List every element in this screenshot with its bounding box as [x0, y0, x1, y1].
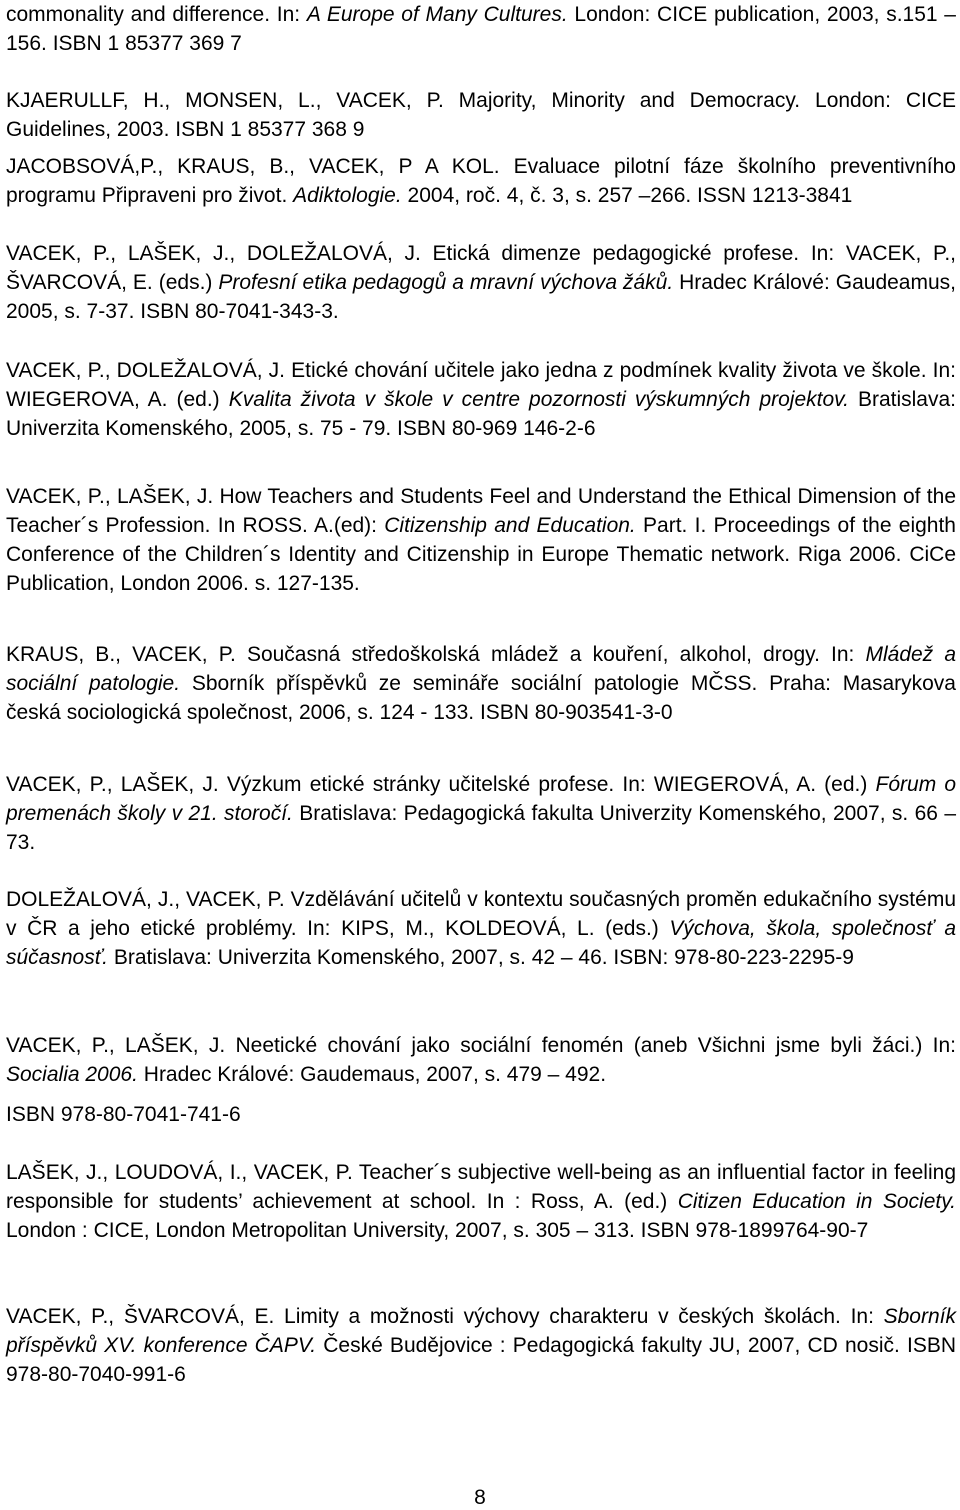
reference-title: Výchova, škola, společnosť a súčasnosť.: [6, 917, 957, 969]
reference-text: Bratislava: Pedagogická fakulta Univerzity Komenského, 2007, s. 66 –73.: [6, 802, 956, 854]
reference-entry: [6, 86, 956, 144]
reference-entry: [6, 1158, 956, 1245]
reference-text: LAŠEK, J., LOUDOVÁ, I., VACEK, P. Teacher´s subjective well-being as an influential factor in feeling responsible for students’ achievement at school. In : Ross, A. (ed.): [6, 1161, 956, 1213]
reference-text: London: CICE publication, 2003, s.151 – 156. ISBN 1 85377 369 7: [6, 3, 956, 55]
reference-text: Hradec Králové: Gaudeamus, 2005, s. 7-37. ISBN 80-7041-343-3.: [6, 271, 956, 323]
page-number: 8: [474, 1486, 486, 1509]
reference-entry: [6, 640, 956, 727]
reference-text: Sborník příspěvků ze semináře sociální patologie MČSS. Praha: Masarykova česká sociologická společnost, 2006, s. 124 - 133. ISBN 80-903541-3-0: [6, 672, 956, 724]
reference-text: VACEK, P., LAŠEK, J., DOLEŽALOVÁ, J. Etická dimenze pedagogické profese. In: VACEK, P., ŠVARCOVÁ, E. (eds.): [6, 242, 956, 294]
reference-text: VACEK, P., LAŠEK, J. Výzkum etické stránky učitelské profese. In: WIEGEROVÁ, A. (ed.): [6, 773, 876, 796]
reference-text: VACEK, P., DOLEŽALOVÁ, J. Etické chování učitele jako jedna z podmínek kvality života ve škole. In: WIEGEROVA, A. (ed.): [6, 359, 956, 411]
reference-text: DOLEŽALOVÁ, J., VACEK, P. Vzdělávání učitelů v kontextu současných proměn edukačního systému v ČR a jeho etické problémy. In: KIPS, M., KOLDEOVÁ, L. (eds.): [6, 888, 956, 940]
reference-text: VACEK, P., LAŠEK, J. Neetické chování jako sociální fenomén (aneb Všichni jsme byli žáci.) In:: [6, 1034, 956, 1057]
reference-text: České Budějovice : Pedagogická fakulty JU, 2007, CD nosič. ISBN 978-80-7040-991-6: [6, 1334, 957, 1386]
reference-text: KRAUS, B., VACEK, P. Současná středoškolská mládež a kouření, alkohol, drogy. In:: [6, 643, 866, 666]
reference-text: Bratislava: Univerzita Komenského, 2005, s. 75 - 79. ISBN 80-969 146-2-6: [6, 388, 956, 440]
reference-text: JACOBSOVÁ,P., KRAUS, B., VACEK, P A KOL. Evaluace pilotní fáze školního preventivního programu Připraveni pro život.: [6, 155, 956, 207]
reference-text: Hradec Králové: Gaudemaus, 2007, s. 479 – 492.: [137, 1063, 607, 1086]
reference-entry: [6, 356, 956, 443]
reference-text: Part. I. Proceedings of the eighth Conference of the Children´s Identity and Citizenship in Europe Thematic network. Riga 2006. CiCe Publication, London 2006. s. 127-135.: [6, 514, 956, 595]
reference-text: 2004, roč. 4, č. 3, s. 257 –266. ISSN 1213-3841: [401, 184, 853, 207]
reference-text: ISBN 978-80-7041-741-6: [6, 1103, 241, 1126]
reference-text: VACEK, P., LAŠEK, J. How Teachers and Students Feel and Understand the Ethical Dimension of the Teacher´s Profession. In ROSS. A.(ed):: [6, 485, 956, 537]
reference-text: VACEK, P., ŠVARCOVÁ, E. Limity a možnosti výchovy charakteru v českých školách. In:: [6, 1305, 884, 1328]
reference-text: commonality and difference. In:: [6, 3, 307, 26]
reference-title: Mládež a sociální patologie.: [6, 643, 956, 695]
reference-title: A Europe of Many Cultures.: [306, 3, 568, 26]
reference-text: London : CICE, London Metropolitan University, 2007, s. 305 – 313. ISBN 978-1899764-90-7: [6, 1219, 869, 1242]
reference-entry: [6, 885, 956, 972]
reference-title: Sborník příspěvků XV. konference ČAPV.: [6, 1305, 956, 1357]
reference-entry: [6, 152, 956, 210]
reference-entry: [6, 482, 956, 598]
reference-title: Kvalita života v škole v centre pozornosti výskumných projektov.: [228, 388, 849, 411]
reference-entry: [6, 1302, 956, 1389]
reference-title: Citizenship and Education.: [384, 514, 636, 537]
reference-title: Adiktologie.: [293, 184, 402, 207]
reference-title: Profesní etika pedagogů a mravní výchova žáků.: [218, 271, 674, 294]
reference-text: KJAERULLF, H., MONSEN, L., VACEK, P. Majority, Minority and Democracy. London: CICE Guidelines, 2003. ISBN 1 85377 368 9: [6, 89, 956, 141]
reference-entry: [6, 770, 956, 857]
reference-entry: [6, 1031, 956, 1089]
reference-entry: [6, 239, 956, 326]
reference-title: Fórum o premenách školy v 21. storočí.: [6, 773, 957, 825]
reference-entry: [6, 0, 956, 58]
reference-entry: [6, 1100, 956, 1129]
reference-text: Bratislava: Univerzita Komenského, 2007, s. 42 – 46. ISBN: 978-80-223-2295-9: [108, 946, 854, 969]
reference-title: Socialia 2006.: [6, 1063, 138, 1086]
reference-title: Citizen Education in Society.: [677, 1190, 956, 1213]
